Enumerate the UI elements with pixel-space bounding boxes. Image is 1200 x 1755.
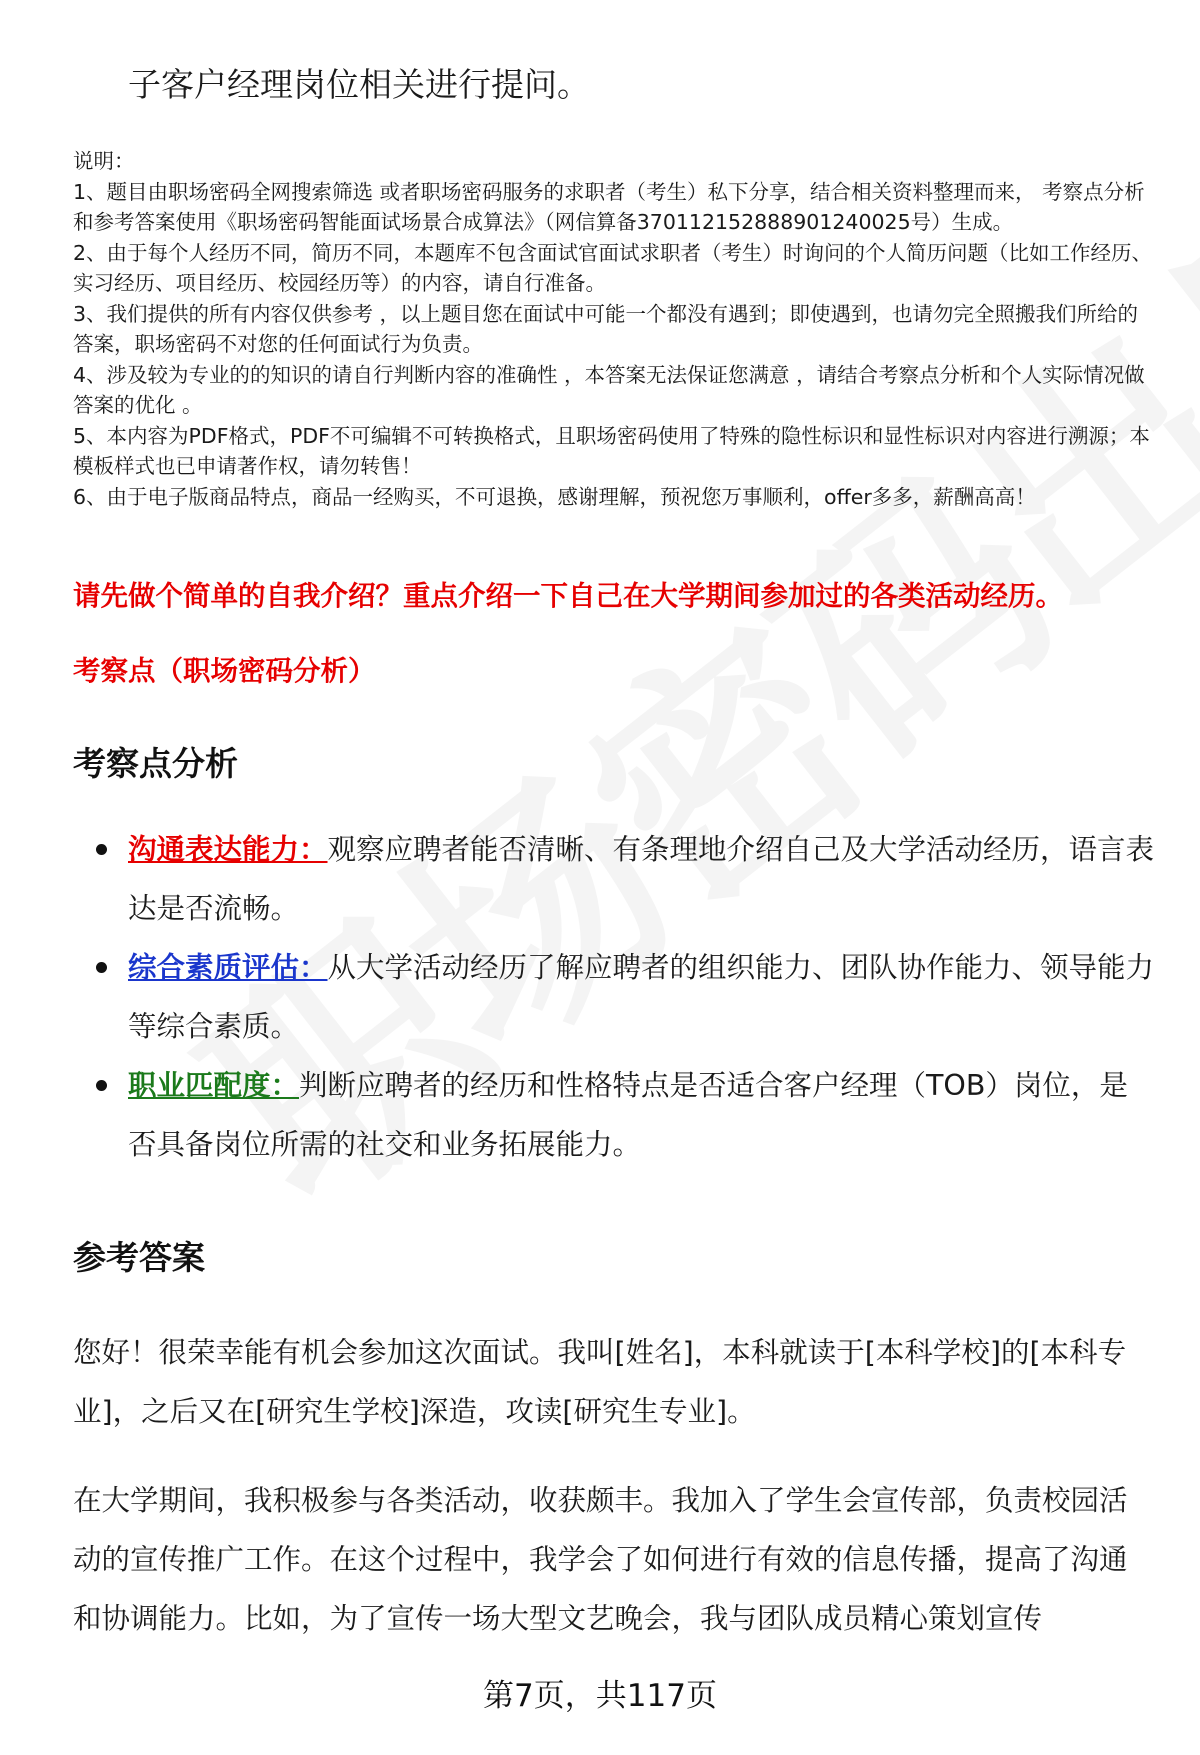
note-item: 5、本内容为PDF格式，PDF不可编辑不可转换格式，且职场密码使用了特殊的隐性标识和显性标识对内容进行溯源；本模板样式也已申请著作权，请勿转售！ — [73, 423, 1150, 478]
analysis-heading: 考察点分析 — [73, 744, 238, 783]
page-number: 第7页，共117页 — [483, 1678, 717, 1714]
analysis-item — [96, 820, 1156, 938]
analysis-item-label: 职业匹配度： — [128, 1069, 300, 1102]
analysis-item — [96, 1056, 1156, 1174]
answer-heading: 参考答案 — [73, 1238, 205, 1277]
bullet-dot-icon — [96, 844, 107, 855]
analysis-item-label: 沟通表达能力： — [128, 833, 328, 866]
analysis-list — [96, 820, 1156, 1174]
answer-paragraph: 在大学期间，我积极参与各类活动，收获颇丰。我加入了学生会宣传部，负责校园活动的宣传推广工作。在这个过程中，我学会了如何进行有效的信息传播，提高了沟通和协调能力。比如，为了宣传一场大型文艺晚会，我与团队成员精心策划宣传 — [73, 1484, 1128, 1635]
analysis-item-text: 从大学活动经历了解应聘者的组织能力、团队协作能力、领导能力等综合素质。 — [128, 951, 1155, 1043]
analysis-item-text: 判断应聘者的经历和性格特点是否适合客户经理（TOB）岗位，是否具备岗位所需的社交和业务拓展能力。 — [128, 1069, 1128, 1161]
note-item: 2、由于每个人经历不同，简历不同，本题库不包含面试官面试求职者（考生）时询问的个人简历问题（比如工作经历、实习经历、项目经历、校园经历等）的内容，请自行准备。 — [73, 240, 1153, 295]
previous-question-tail: 子客户经理岗位相关进行提问。 — [128, 65, 590, 104]
interview-question: 请先做个简单的自我介绍？重点介绍一下自己在大学期间参加过的各类活动经历。 — [73, 580, 1063, 612]
analysis-item-label: 综合素质评估： — [128, 951, 328, 984]
bullet-dot-icon — [96, 962, 107, 973]
note-item: 4、涉及较为专业的的知识的请自行判断内容的准确性 ，本答案无法保证您满意 ，请结合考察点分析和个人实际情况做答案的优化 。 — [73, 362, 1145, 417]
note-item: 3、我们提供的所有内容仅供参考 ，以上题目您在面试中可能一个都没有遇到；即使遇到，也请勿完全照搬我们所给的答案，职场密码不对您的任何面试行为负责。 — [73, 301, 1139, 356]
notes-section — [73, 146, 1153, 512]
bullet-dot-icon — [96, 1080, 107, 1091]
notes-title: 说明： — [73, 149, 135, 173]
analysis-item-text: 观察应聘者能否清晰、有条理地介绍自己及大学活动经历，语言表达是否流畅。 — [128, 833, 1155, 925]
assessment-label: 考察点（职场密码分析） — [73, 655, 376, 687]
answer-paragraph: 您好！很荣幸能有机会参加这次面试。我叫[姓名]，本科就读于[本科学校]的[本科专业]，之后又在[研究生学校]深造，攻读[研究生专业]。 — [73, 1336, 1127, 1428]
note-item: 6、由于电子版商品特点，商品一经购买，不可退换，感谢理解，预祝您万事顺利，offer多多，薪酬高高！ — [73, 484, 1036, 509]
analysis-item — [96, 938, 1156, 1056]
note-item: 1、题目由职场密码全网搜索筛选 或者职场密码服务的求职者（考生）私下分享，结合相关资料整理而来， 考察点分析和参考答案使用《职场密码智能面试场景合成算法》（网信算备370112152888901240025号）生成。 — [73, 179, 1145, 234]
